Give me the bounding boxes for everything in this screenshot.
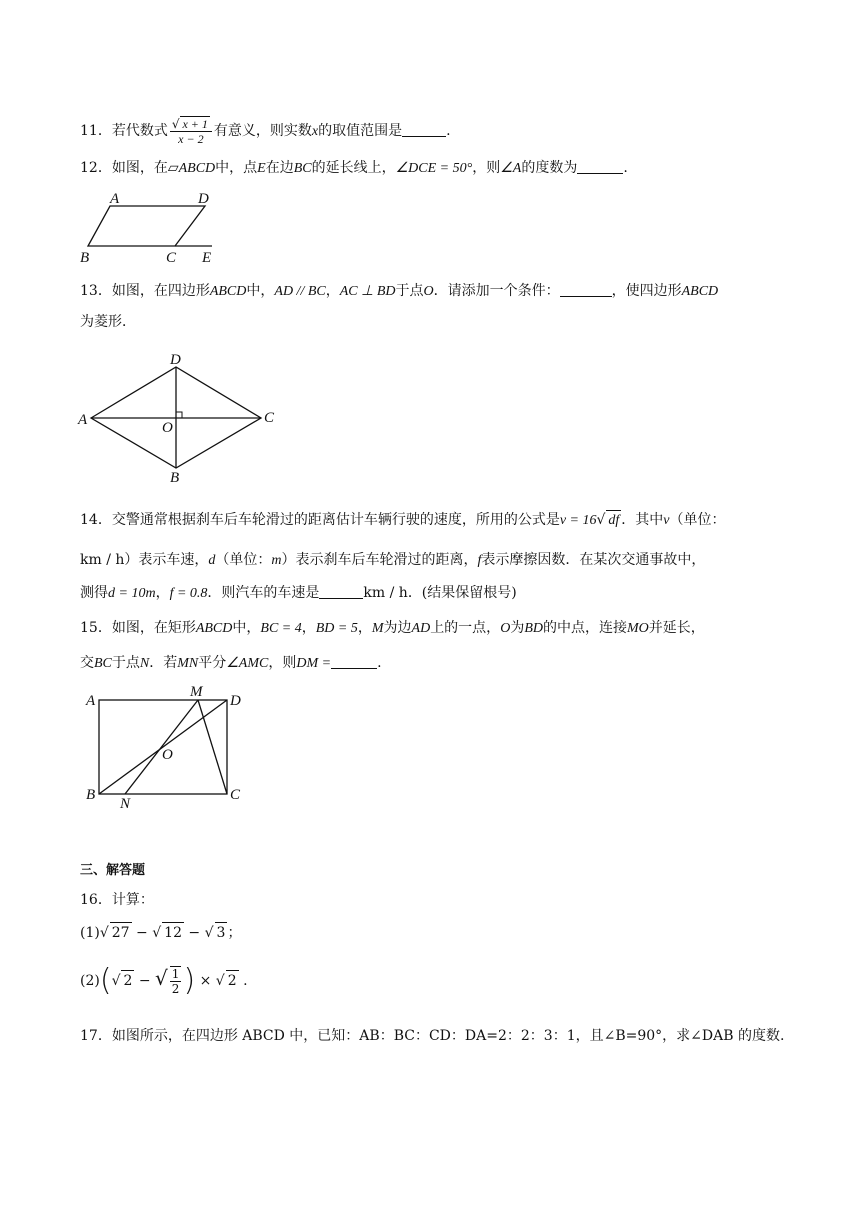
label-B: B bbox=[80, 250, 90, 266]
question-11: 11．若代数式 $\frac{√ x + 1}{x - 2}$ 有意义，则实数x的取值范围是 . bbox=[80, 117, 451, 146]
label-D: D bbox=[170, 352, 181, 368]
label-A: A bbox=[86, 693, 96, 709]
question-13-cont: 为菱形． bbox=[80, 314, 136, 330]
label-B: B bbox=[86, 787, 96, 803]
label-O: O bbox=[162, 747, 173, 763]
figure-parallelogram bbox=[80, 190, 230, 265]
question-15-line2: 交BC于点N．若MN平分∠AMC，则DM = . bbox=[80, 655, 382, 671]
label-O: O bbox=[162, 420, 173, 436]
fraction: $\frac{√ x + 1}{x - 2}$ bbox=[170, 116, 212, 146]
figure-rectangle bbox=[84, 684, 254, 812]
label-B: B bbox=[170, 470, 180, 486]
question-16: 16．计算： bbox=[80, 892, 154, 908]
figure-rhombus bbox=[78, 350, 278, 485]
question-14-line2: km / h）表示车速，d（单位：m）表示刹车后车轮滑过的距离，f表示摩擦因数．在某次交通事故中， bbox=[80, 552, 706, 568]
fraction: $\frac{1}{2}$ bbox=[171, 967, 180, 996]
label-C: C bbox=[230, 787, 241, 803]
question-13: 13．如图，在四边形ABCD中，AD // BC，AC ⊥ BD于点O．请添加一个条件： ，使四边形ABCD bbox=[80, 283, 719, 299]
label-A: A bbox=[78, 412, 88, 428]
label-N: N bbox=[120, 796, 131, 812]
label-E: E bbox=[202, 250, 212, 266]
label-C: C bbox=[264, 410, 275, 426]
label-D: D bbox=[198, 191, 209, 207]
label-M: M bbox=[190, 684, 203, 700]
question-14-line3: 测得d = 10m，f = 0.8．则汽车的车速是 km / h．(结果保留根号) bbox=[80, 585, 517, 601]
answer-blank[interactable] bbox=[560, 282, 612, 297]
question-12: 12．如图，在▱ABCD中，点E在边BC的延长线上，∠DCE = 50°，则∠A的度数为 . bbox=[80, 160, 628, 176]
answer-blank[interactable] bbox=[331, 654, 377, 669]
answer-blank[interactable] bbox=[402, 122, 446, 137]
label-C: C bbox=[166, 250, 177, 266]
question-16-part2: (2)(√ 2 − √ $\frac{1}{2}$ ) × √ 2 . bbox=[80, 963, 248, 998]
label-A: A bbox=[110, 191, 120, 207]
label-D: D bbox=[230, 693, 241, 709]
answer-blank[interactable] bbox=[319, 584, 363, 599]
section-heading: 三、解答题 bbox=[80, 863, 146, 878]
question-17: 17．如图所示，在四边形 ABCD 中，已知：AB：BC：CD：DA=2：2：3：1，且∠B=90°，求∠DAB 的度数. bbox=[80, 1028, 785, 1044]
question-14-line1: 14．交警通常根据刹车后车轮滑过的距离估计车辆行驶的速度，所用的公式是v = 16√ df ．其中v（单位： bbox=[80, 510, 726, 531]
question-15-line1: 15．如图，在矩形ABCD中，BC = 4，BD = 5，M为边AD上的一点，O为BD的中点，连接MO并延长， bbox=[80, 620, 705, 636]
question-16-part1: (1)√ 27 − √ 12 − √ 3 ； bbox=[80, 922, 241, 943]
answer-blank[interactable] bbox=[577, 159, 623, 174]
